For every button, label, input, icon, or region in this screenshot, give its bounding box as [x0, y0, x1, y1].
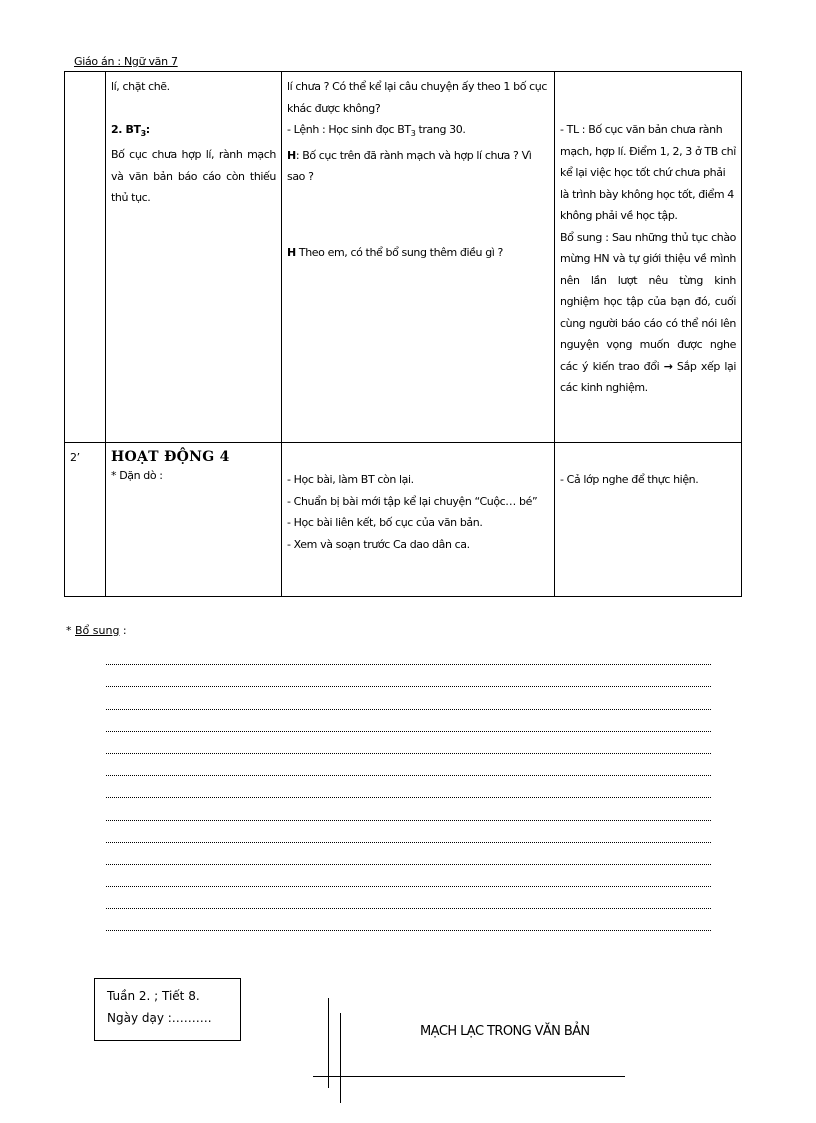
homework-item: - Xem và soạn trước Ca dao dân ca. — [287, 537, 470, 551]
instruction-text: - Lệnh : Học sinh đọc $BT_3$ trang 30. — [287, 123, 466, 139]
dotted-line — [106, 687, 711, 709]
dotted-line — [106, 776, 711, 798]
page-header: Giáo án : Ngữ văn 7 — [74, 55, 178, 68]
teaching-date: Ngày dạy :………. — [107, 1011, 212, 1025]
arrow-right-icon: → — [663, 359, 673, 373]
lesson-info-box — [94, 978, 241, 1041]
exercise-label: 2. $BT_3$: — [111, 122, 150, 138]
time-cell: 2’ — [65, 443, 106, 597]
decorative-line — [313, 1076, 625, 1077]
student-activity-cell — [555, 443, 742, 597]
dotted-line — [106, 821, 711, 843]
decorative-line — [328, 998, 329, 1088]
question-text: H Theo em, có thể bổ sung thêm điều gì ? — [287, 245, 503, 259]
week-lesson: Tuần 2. ; Tiết 8. — [107, 989, 200, 1003]
question-text: lí chưa ? Có thể kể lại câu chuyện ấy theo 1 bố cục khác được không? — [287, 80, 548, 115]
dotted-line — [106, 865, 711, 887]
dotted-line — [106, 798, 711, 820]
student-response: - Cả lớp nghe để thực hiện. — [560, 473, 699, 486]
answer-text: - TL : Bố cục văn bản chưa rành mạch, hợp lí. Điểm 1, 2, 3 ở TB chỉ kể lại việc học tốt chứ chưa phải là trình bày không học tốt, điểm 4 không phải về học tập. — [560, 123, 736, 222]
dotted-line — [106, 643, 711, 665]
homework-item: - Học bài, làm BT còn lại. — [287, 473, 414, 486]
time-cell — [65, 72, 106, 443]
teacher-activity-cell — [282, 443, 555, 597]
question-text: H: Bố cục trên đã rành mạch và hợp lí chưa ? Vì sao ? — [287, 148, 532, 184]
homework-label: * Dặn dò : — [111, 469, 163, 482]
dotted-line — [106, 754, 711, 776]
dotted-line — [106, 710, 711, 732]
student-activity-cell — [555, 72, 742, 443]
table-row — [65, 72, 742, 443]
dotted-line — [106, 909, 711, 931]
homework-item: - Chuẩn bị bài mới tập kể lại chuyện “Cuộc… bé” — [287, 494, 538, 508]
exercise-text: Bố cục chưa hợp lí, rành mạch và văn bản báo cáo còn thiếu thủ tục. — [111, 148, 276, 205]
decorative-line — [340, 1013, 341, 1103]
content-line: lí, chặt chẽ. — [111, 80, 170, 93]
lesson-title: MẠCH LẠC TRONG VĂN BẢN — [420, 1024, 590, 1039]
content-cell — [106, 72, 282, 443]
lesson-table — [64, 71, 742, 597]
supplement-heading: * Bổ sung : — [66, 624, 127, 637]
activity-heading: HOẠT ĐỘNG 4 — [111, 449, 230, 465]
dotted-line — [106, 665, 711, 687]
dotted-line — [106, 732, 711, 754]
supplement-text: Bổ sung : Sau những thủ tục chào mừng HN và tự giới thiệu về mình nên lần lượt nêu từng kinh nghiệm học tập của bạn đó, cuối cùng người báo cáo có thể nói lên nguyện vọng muốn được nghe các ý kiến trao đổi → Sắp xếp lại các kinh nghiệm. — [560, 230, 736, 394]
table-row — [65, 443, 742, 597]
homework-item: - Học bài liên kết, bố cục của văn bản. — [287, 516, 483, 529]
dotted-line — [106, 843, 711, 865]
dotted-line — [106, 887, 711, 909]
content-cell — [106, 443, 282, 597]
supplement-dotted-lines — [106, 643, 711, 931]
teacher-activity-cell — [282, 72, 555, 443]
